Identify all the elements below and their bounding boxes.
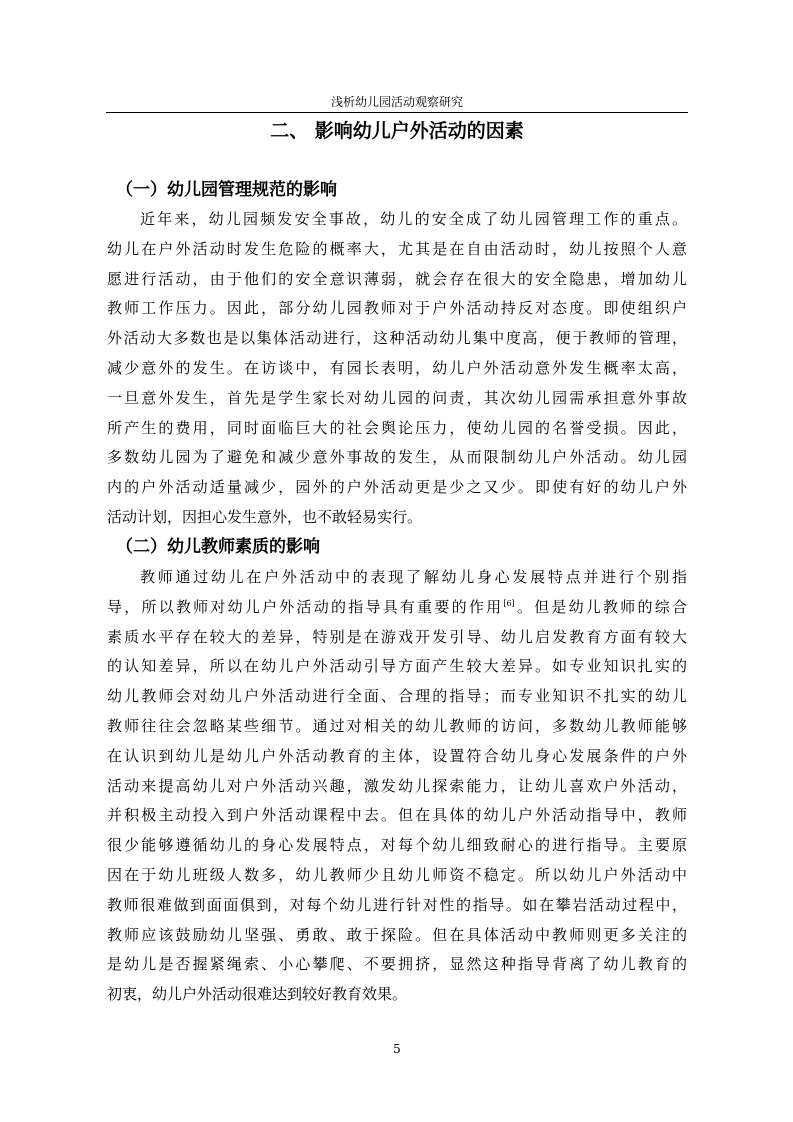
citation-ref: [6] [503,598,515,608]
text-line: 教师应该鼓励幼儿坚强、勇敢、敢于探险。但在具体活动中教师则更多关注的 [107,925,687,944]
text-line: 是幼儿是否握紧绳索、小心攀爬、不要拥挤，显然这种指导背离了幼儿教育的 [107,955,687,974]
text-line: 教师通过幼儿在户外活动中的表现了解幼儿身心发展特点并进行个别指 [140,568,687,586]
text-line: 一旦意外发生，首先是学生家长对幼儿园的问责，其次幼儿园需承担意外事故 [107,388,687,407]
text-line-with-citation [107,593,687,623]
text-line: 因在于幼儿班级人数多，幼儿教师少且幼儿师资不稳定。所以幼儿户外活动中 [107,865,687,884]
running-header: 浅析幼儿园活动观察研究 [330,95,463,109]
text-line: 的认知差异，所以在幼儿户外活动引导方面产生较大差异。如专业知识扎实的 [107,657,687,676]
text-line: 并积极主动投入到户外活动课程中去。但在具体的幼儿户外活动指导中，教师 [107,806,687,825]
text-line: 内的户外活动适量减少，园外的户外活动更是少之又少。即使有好的幼儿户外 [107,478,687,497]
text-line: 素质水平存在较大的差异，特别是在游戏开发引导、幼儿启发教育方面有较大 [107,627,687,646]
paragraph-teacher-quality [107,563,687,1010]
text-line-part: 。但是幼儿教师的综合 [514,597,687,616]
text-line: 愿进行活动，由于他们的安全意识薄弱，就会存在很大的安全隐患，增加幼儿 [107,269,687,288]
text-line: 幼儿在户外活动时发生危险的概率大，尤其是在自由活动时，幼儿按照个人意 [107,239,687,258]
text-line: 活动计划，因担心发生意外，也不敢轻易实行。 [107,507,423,526]
chapter-title: 二、 影响幼儿户外活动的因素 [270,120,524,142]
text-line: 多数幼儿园为了避免和减少意外事故的发生，从而限制幼儿户外活动。幼儿园 [107,448,687,467]
text-line: 教师工作压力。因此，部分幼儿园教师对于户外活动持反对态度。即使组织户 [107,299,687,318]
paragraph-management [107,205,687,533]
text-line: 减少意外的发生。在访谈中，有园长表明，幼儿户外活动意外发生概率太高， [107,358,687,377]
text-line: 外活动大多数也是以集体活动进行，这种活动幼儿集中度高，便于教师的管理， [107,329,687,348]
text-line: 教师往往会忽略某些细节。通过对相关的幼儿教师的访问，多数幼儿教师能够 [107,716,687,735]
text-line: 初衷，幼儿户外活动很难达到较好教育效果。 [107,985,408,1004]
text-line: 在认识到幼儿是幼儿户外活动教育的主体，设置符合幼儿身心发展条件的户外 [107,746,687,765]
section-heading-teacher-quality: （二）幼儿教师素质的影响 [116,537,320,557]
page-number: 5 [393,1042,401,1056]
text-line-part: 导，所以教师对幼儿户外活动的指导具有重要的作用 [107,597,504,616]
text-line: 教师很难做到面面俱到，对每个幼儿进行针对性的指导。如在攀岩活动过程中， [107,895,687,914]
section-heading-management: （一）幼儿园管理规范的影响 [116,180,337,200]
text-line: 活动来提高幼儿对户外活动兴趣，激发幼儿探索能力，让幼儿喜欢户外活动， [107,776,687,795]
text-line: 很少能够遵循幼儿的身心发展特点，对每个幼儿细致耐心的进行指导。主要原 [107,836,687,855]
text-line: 幼儿教师会对幼儿户外活动进行全面、合理的指导；而专业知识不扎实的幼儿 [107,687,687,706]
text-line: 所产生的费用，同时面临巨大的社会舆论压力，使幼儿园的名誉受损。因此， [107,418,687,437]
header-rule [106,112,688,113]
text-line: 近年来，幼儿园频发安全事故，幼儿的安全成了幼儿园管理工作的重点。 [140,210,687,228]
